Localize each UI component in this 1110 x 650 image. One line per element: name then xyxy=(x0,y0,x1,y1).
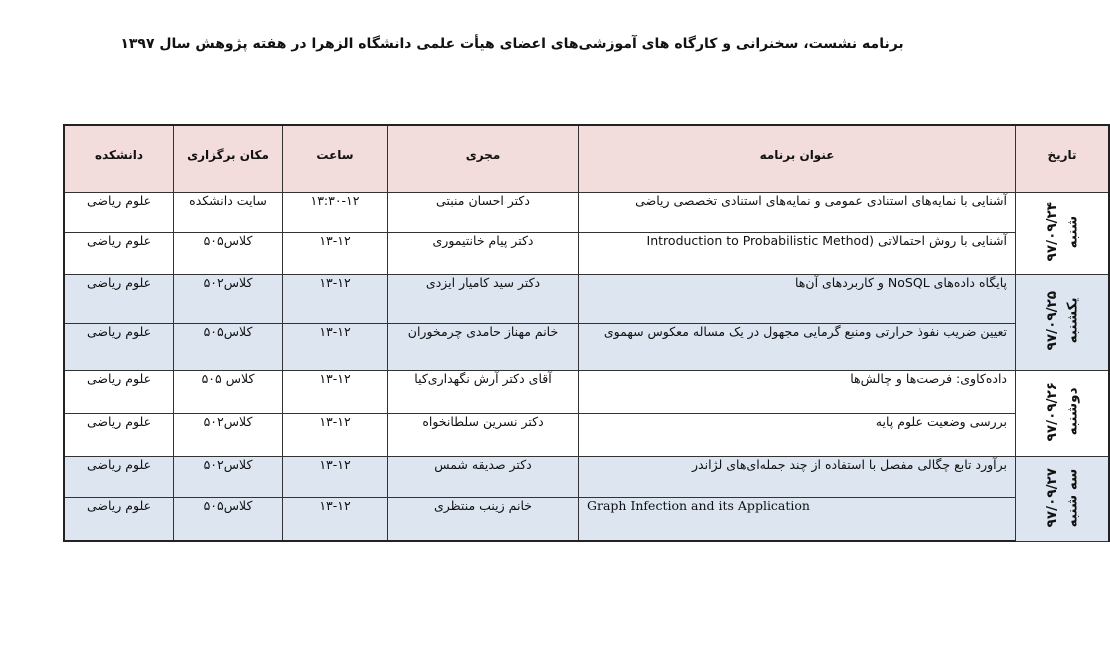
table-row xyxy=(64,371,1109,414)
session-time: ۱۳-۱۲ xyxy=(283,414,388,457)
weekday-label: شنبه xyxy=(1064,215,1080,249)
session-location: کلاس۵۰۵ xyxy=(174,233,283,275)
date-value: ۹۷/۰۹/۲۵ xyxy=(1043,291,1060,351)
session-faculty: علوم ریاضی xyxy=(64,371,174,414)
date-value: ۹۷/۰۹/۲۴ xyxy=(1043,202,1060,262)
session-presenter: آقای دکتر آرش نگهداری‌کیا xyxy=(388,371,579,414)
session-time: ۱۳-۱۲ xyxy=(283,498,388,542)
header-presenter: مجری xyxy=(388,125,579,193)
table-row xyxy=(64,233,1109,275)
session-location: کلاس۵۰۵ xyxy=(174,324,283,371)
header-time: ساعت xyxy=(283,125,388,193)
session-time: ۱۳:۳۰-۱۲ xyxy=(283,193,388,233)
weekday-label: سه شنبه xyxy=(1064,467,1080,527)
session-title: تعیین ضریب نفوذ حرارتی ومنبع گرمایی مجهول در یک مساله معکوس سهموی xyxy=(579,324,1016,371)
date-cell xyxy=(1016,371,1110,457)
session-location: کلاس۵۰۵ xyxy=(174,498,283,542)
session-time: ۱۳-۱۲ xyxy=(283,233,388,275)
session-time: ۱۳-۱۲ xyxy=(283,457,388,498)
session-presenter: دکتر صدیقه شمس xyxy=(388,457,579,498)
table-row xyxy=(64,414,1109,457)
session-time: ۱۳-۱۲ xyxy=(283,275,388,324)
header-location: مکان برگزاری xyxy=(174,125,283,193)
session-presenter: دکتر احسان منبتی xyxy=(388,193,579,233)
session-title: آشنایی با نمایه‌های استنادی عمومی و نمایه‌های استنادی تخصصی ریاضی xyxy=(579,193,1016,233)
session-title: پایگاه داده‌های NoSQL و کاربردهای آن‌ها xyxy=(579,275,1016,324)
table-row xyxy=(64,324,1109,371)
session-presenter: خانم زینب منتظری xyxy=(388,498,579,542)
session-title: داده‌کاوی: فرصت‌ها و چالش‌ها xyxy=(579,371,1016,414)
date-cell xyxy=(1016,193,1110,275)
session-presenter: دکتر نسرین سلطانخواه xyxy=(388,414,579,457)
header-title: عنوان برنامه xyxy=(579,125,1016,193)
date-value: ۹۷/۰۹/۲۷ xyxy=(1043,467,1060,527)
session-title: بررسی وضعیت علوم پایه xyxy=(579,414,1016,457)
session-faculty: علوم ریاضی xyxy=(64,233,174,275)
session-time: ۱۳-۱۲ xyxy=(283,324,388,371)
session-presenter: دکتر پیام خانتیموری xyxy=(388,233,579,275)
session-location: کلاس ۵۰۵ xyxy=(174,371,283,414)
session-location: کلاس۵۰۲ xyxy=(174,275,283,324)
weekday-label: دوشنبه xyxy=(1064,388,1080,436)
schedule-table xyxy=(63,124,1110,542)
session-location: کلاس۵۰۲ xyxy=(174,414,283,457)
table-row xyxy=(64,457,1109,498)
table-row xyxy=(64,275,1109,324)
table-header-row xyxy=(64,125,1109,193)
date-cell xyxy=(1016,457,1110,542)
session-location: سایت دانشکده xyxy=(174,193,283,233)
table-row xyxy=(64,193,1109,233)
session-presenter: خانم مهناز حامدی چرمخوران xyxy=(388,324,579,371)
session-presenter: دکتر سید کامیار ایزدی xyxy=(388,275,579,324)
session-title: برآورد تابع چگالی مفصل با استفاده از چند جمله‌ای‌های لژاندر xyxy=(579,457,1016,498)
session-faculty: علوم ریاضی xyxy=(64,275,174,324)
session-title: Graph Infection and its Application xyxy=(579,498,1016,542)
session-time: ۱۳-۱۲ xyxy=(283,371,388,414)
weekday-label: یکشنبه xyxy=(1064,298,1080,344)
session-title: آشنایی با روش احتمالاتی (Introduction to Probabilistic Method xyxy=(579,233,1016,275)
session-location: کلاس۵۰۲ xyxy=(174,457,283,498)
header-date: تاریخ xyxy=(1016,125,1110,193)
header-faculty: دانشکده xyxy=(64,125,174,193)
session-faculty: علوم ریاضی xyxy=(64,193,174,233)
session-faculty: علوم ریاضی xyxy=(64,414,174,457)
session-faculty: علوم ریاضی xyxy=(64,498,174,542)
date-value: ۹۷/۰۹/۲۶ xyxy=(1043,382,1060,442)
session-faculty: علوم ریاضی xyxy=(64,457,174,498)
table-row xyxy=(64,498,1109,542)
session-faculty: علوم ریاضی xyxy=(64,324,174,371)
document-title: برنامه نشست، سخنرانی و کارگاه های آموزشی‌های اعضای هیأت علمی دانشگاه الزهرا در هفته پژوهش سال ۱۳۹۷ xyxy=(120,36,904,52)
date-cell xyxy=(1016,275,1110,371)
